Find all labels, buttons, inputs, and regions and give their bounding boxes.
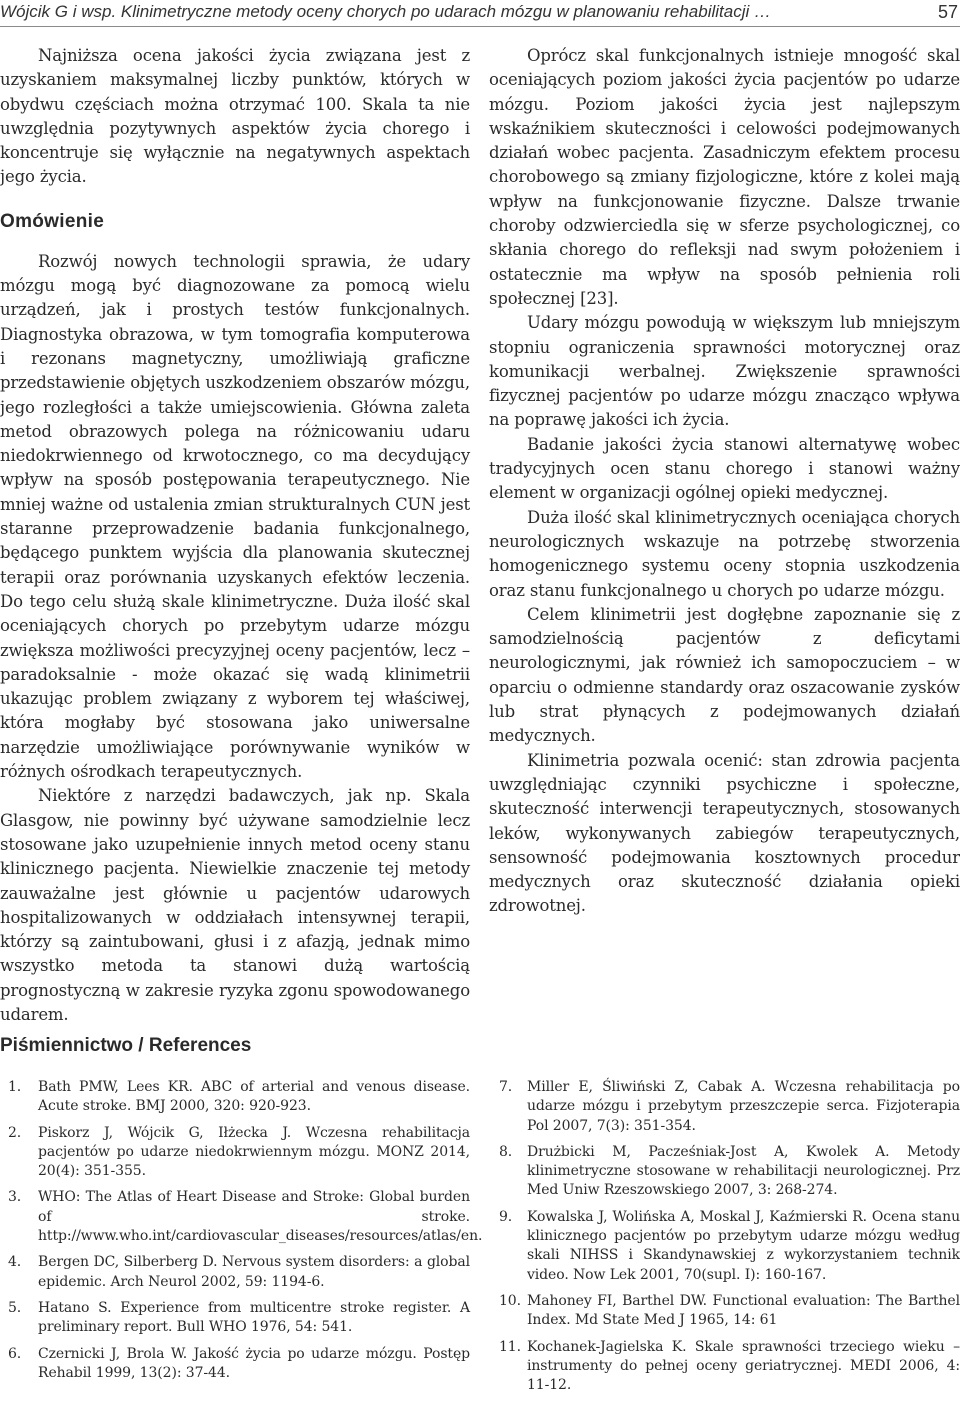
- reference-number: 7.: [499, 1079, 513, 1095]
- paragraph: Niektóre z narzędzi badawczych, jak np. Skala Glasgow, nie powinny być używane samodzielnie lecz stosowane jako uzupełnienie innych metod oceny stanu klinicznego pacjenta. Niewielkie znaczenie tej metody zauważalne jest głównie u pacjentów udarowych hospitalizowanych w oddziałach intensywnej terapii, którzy są zaintubowani, głusi i z afazją, jednak mimo wszystko metoda ta stanowi dużą wartością prognostyczną w zakresie ryzyka zgonu spowodowanego udarem.: [0, 786, 470, 1024]
- reference-number: 11.: [499, 1338, 521, 1355]
- left-column: [0, 44, 470, 1027]
- reference-item: [0, 1345, 470, 1384]
- references-list-right: [489, 1078, 960, 1402]
- right-column: [489, 44, 960, 919]
- reference-text: WHO: The Atlas of Heart Disease and Stroke: Global burden of stroke. http://www.who.int/cardiovascular_diseases/resources/atlas/en.: [38, 1189, 483, 1245]
- reference-number: 5.: [8, 1299, 22, 1316]
- paragraph: Oprócz skal funkcjonalnych istnieje mnogość skal oceniających poziom jakości życia pacjentów po udarze mózgu. Poziom jakości życia jest najlepszym wskaźnikiem skuteczności i celowości podejmowanych działań wobec pacjenta. Zasadniczym efektem procesu chorobowego są zmiany fizjologiczne, które z kolei mają wpływ na funkcjonowanie fizyczne. Dalsze trwanie choroby odzwierciedla się w sferze psychologicznej, co skłania chorego do refleksji nad swym położeniem i ostatecznie ma wpływ na sposób pełnienia roli społecznej [23].: [489, 46, 960, 308]
- reference-text: Mahoney FI, Barthel DW. Functional evaluation: The Barthel Index. Md State Med J 1965, 14: 61: [527, 1292, 960, 1329]
- reference-number: 9.: [499, 1208, 513, 1225]
- page-number: 57: [937, 2, 958, 22]
- paragraph: Najniższa ocena jakości życia związana jest z uzyskaniem maksymalnej liczby punktów, których w obydwu częściach można otrzymać 100. Skala ta nie uwzględnia pozytywnych aspektów życia chorego i koncentruje się wyłącznie na negatywnych aspektach jego życia.: [0, 46, 470, 187]
- running-header: [0, 0, 960, 26]
- reference-text: Bergen DC, Silberberg D. Nervous system disorders: a global epidemic. Arch Neurol 2002, 59: 1194-6.: [38, 1254, 470, 1290]
- reference-number: 1.: [8, 1079, 22, 1095]
- paragraph: Badanie jakości życia stanowi alternatywę wobec tradycyjnych ocen stanu chorego i stanowi ważny element w organizacji ogólnej opieki medycznej.: [489, 434, 960, 503]
- reference-text: Kowalska J, Wolińska A, Moskal J, Kaźmierski R. Ocena stanu klinicznego pacjentów po przebytym udarze mózgu według skali NIHSS i Skandynawskiej z wykorzystaniem technik video. Now Lek 2001, 70(supl. I): 160-167.: [527, 1208, 960, 1283]
- reference-item: [489, 1292, 960, 1331]
- reference-text: Hatano S. Experience from multicentre stroke register. A preliminary report. Bull WHO 1976, 54: 541.: [38, 1299, 470, 1336]
- references-heading: Piśmiennictwo / References: [0, 1035, 252, 1056]
- reference-number: 2.: [8, 1124, 22, 1141]
- reference-number: 6.: [8, 1345, 22, 1362]
- paragraph: Duża ilość skal klinimetrycznych oceniająca chorych neurologicznych wskazuje na potrzebę stworzenia homogenicznego systemu oceny stopnia uszkodzenia oraz stanu funkcjonalnego u chorych po udarze mózgu.: [489, 507, 960, 600]
- header-rule: [0, 26, 960, 27]
- reference-item: [0, 1299, 470, 1338]
- reference-item: [489, 1143, 960, 1201]
- reference-item: [0, 1253, 470, 1292]
- paragraph: Udary mózgu powodują w większym lub mniejszym stopniu ograniczenia sprawności motorycznej oraz komunikacji werbalnej. Zwiększenie sprawności fizycznej pacjentów po udarze mózgu znacząco wpływa na poprawę jakości ich życia.: [489, 313, 960, 430]
- paragraph: Rozwój nowych technologii sprawia, że udary mózgu mogą być diagnozowane za pomocą wielu urządzeń, jak i prostych testów funkcjonalnych. Diagnostyka obrazowa, w tym tomografia komputerowa i rezonans magnetyczny, umożliwiają graficzne przedstawienie objętych uszkodzeniem obszarów mózgu, jego rozległości a także umiejscowienia. Główna zaleta metod obrazowych polega na różnicowaniu udaru niedokrwiennego od krwotocznego, co ma decydujący wpływ na sposób postępowania terapeutycznego. Nie mniej ważne od ustalenia zmian strukturalnych CUN jest staranne przeprowadzenie badania funkcjonalnego, będącego punktem wyjścia dla planowania skutecznej terapii oraz porównania uzyskanych efektów leczenia. Do tego celu służą skale klinimetryczne. Duża ilość skal oceniających chorych po przebytym udarze mózgu zwiększa możliwości precyzyjnej oceny pacjentów, lecz – paradoksalnie - może okazać się wadą klinimetrii ukazując problem związany z wyborem tej właściwej, która mogłaby być stosowana jako uniwersalne narzędzie umożliwiające porównywanie wyników w różnych ośrodkach terapeutycznych.: [0, 251, 470, 782]
- reference-item: [489, 1338, 960, 1396]
- reference-text: Czernicki J, Brola W. Jakość życia po udarze mózgu. Postęp Rehabil 1999, 13(2): 37-44.: [38, 1345, 470, 1381]
- reference-number: 8.: [499, 1143, 513, 1160]
- reference-number: 10.: [499, 1292, 521, 1309]
- running-title: Wójcik G i wsp. Klinimetryczne metody oceny chorych po udarach mózgu w planowaniu rehabilitacji …: [0, 2, 772, 21]
- reference-item: [0, 1188, 483, 1246]
- reference-item: [0, 1078, 470, 1117]
- paragraph: Klinimetria pozwala ocenić: stan zdrowia pacjenta uwzględniając czynniki psychiczne i społeczne, skuteczność interwencji terapeutycznych, stosowanych leków, wykonywanych zabiegów terapeutycznych, sensowność podejmowania kosztownych procedur medycznych oraz skuteczność działania opieki zdrowotnej.: [489, 750, 960, 916]
- reference-number: 4.: [8, 1254, 22, 1271]
- reference-text: Piskorz J, Wójcik G, Iłżecka J. Wczesna rehabilitacja pacjentów po udarze niedokrwiennym mózgu. MONZ 2014, 20(4): 351-355.: [38, 1124, 470, 1180]
- reference-item: [489, 1078, 960, 1136]
- reference-item: [0, 1124, 470, 1182]
- reference-text: Kochanek-Jagielska K. Skale sprawności trzeciego wieku – instrumenty do pełnej oceny geriatrycznej. MEDI 2006, 4: 11-12.: [527, 1338, 960, 1394]
- reference-item: [489, 1208, 960, 1285]
- reference-number: 3.: [8, 1189, 22, 1206]
- reference-text: Miller E, Śliwiński Z, Cabak A. Wczesna rehabilitacja po udarze mózgu i przebytym przeszczepie serca. Fizjoterapia Pol 2007, 7(3): 351-354.: [527, 1079, 960, 1134]
- reference-text: Bath PMW, Lees KR. ABC of arterial and venous disease. Acute stroke. BMJ 2000, 320: 920-923.: [38, 1079, 470, 1115]
- section-heading: Omówienie: [0, 210, 105, 232]
- reference-text: Drużbicki M, Pacześniak-Jost A, Kwolek A. Metody klinimetryczne stosowane w rehabilitacji neurologicznej. Prz Med Uniw Rzeszowskiego 2007, 3: 268-274.: [527, 1143, 960, 1199]
- paragraph: Celem klinimetrii jest dogłębne zapoznanie się z samodzielnością pacjentów z deficytami neurologicznymi, jak również ich samopoczuciem – w oparciu o odmienne standardy oraz oszacowanie zysków lub strat płynących z podejmowanych działań medycznych.: [489, 604, 960, 746]
- references-list-left: [0, 1078, 483, 1390]
